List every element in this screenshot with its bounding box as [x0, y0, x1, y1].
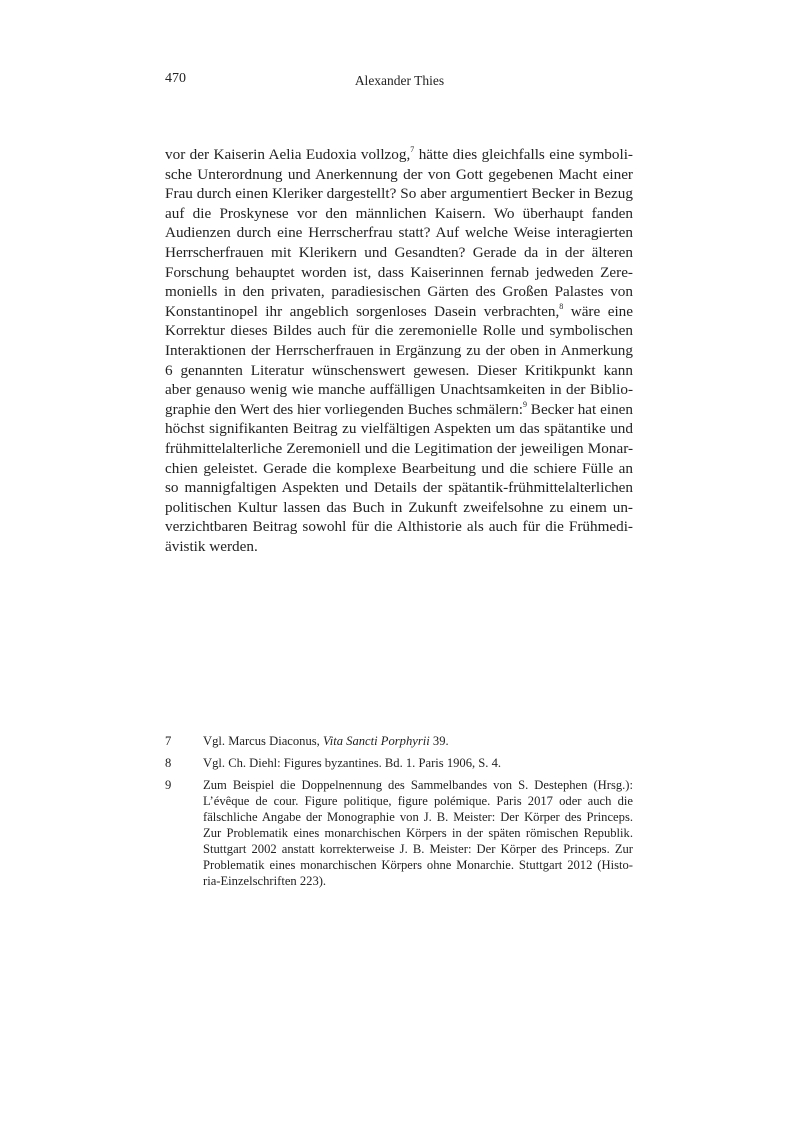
line-text: höchst signifikanten Beitrag zu vielfältigen Aspekten um das spätantike und	[165, 420, 633, 438]
text-line	[165, 419, 633, 439]
line-text: Interaktionen der Herrscherfrauen in Ergänzung zu der oben in Anmerkung	[165, 341, 633, 359]
text-line	[165, 341, 633, 361]
running-head: Alexander Thies	[354, 73, 445, 88]
text-line	[165, 459, 633, 479]
text-line	[165, 223, 633, 243]
footnote	[165, 777, 633, 889]
text-line	[165, 204, 633, 224]
text-line	[203, 809, 633, 825]
footnote	[165, 733, 633, 749]
text-line	[165, 439, 633, 459]
text-line	[203, 857, 633, 873]
line-text: graphie den Wert des hier vorliegenden Buches schmälern:	[165, 400, 523, 418]
line-text: 39.	[429, 734, 449, 748]
line-text: Forschung behauptet worden ist, dass Kaiserinnen fernab jedweden Zere-	[165, 263, 633, 281]
text-line	[165, 321, 633, 341]
line-text: Vgl. Marcus Diaconus,	[203, 734, 323, 748]
line-text: sche Unterordnung und Anerkennung der von Gott gegebenen Macht einer	[165, 165, 633, 183]
line-text: Vgl. Ch. Diehl: Figures byzantines. Bd. 1. Paris 1906, S. 4.	[203, 756, 502, 770]
line-text: Konstantinopel ihr angeblich sorgenloses Dasein verbrachten,	[165, 302, 560, 320]
body-text	[165, 145, 633, 556]
text-line	[203, 873, 633, 889]
line-text: Audienzen durch eine Herrscherfrau statt? Auf welche Weise interagierten	[165, 224, 633, 242]
footnote-ref: 7	[410, 145, 415, 154]
line-text: L’évêque de cour. Figure politique, figure polémique. Paris 2017 oder auch die	[203, 794, 633, 808]
line-text: vor der Kaiserin Aelia Eudoxia vollzog,	[165, 146, 411, 163]
line-text: hätte dies gleichfalls eine symboli-	[414, 146, 633, 163]
footnote-text	[203, 777, 633, 889]
footnote	[165, 755, 633, 771]
line-text: frühmittelalterliche Zeremoniell und die Legitimation der jeweiligen Monar-	[165, 439, 633, 457]
line-text: politischen Kultur lassen das Buch in Zukunft zweifelsohne zu einem un-	[165, 498, 633, 516]
line-text: Korrektur dieses Bildes auch für die zeremonielle Rolle und symbolischen	[165, 322, 633, 340]
text-line	[203, 841, 633, 857]
footnote-number: 7	[165, 734, 172, 748]
page-number: 470	[165, 71, 186, 86]
text-line	[203, 755, 633, 771]
text-line	[165, 478, 633, 498]
footnote-number: 8	[165, 756, 172, 770]
text-line	[165, 380, 633, 400]
italic-title: Vita Sancti Porphyrii	[322, 734, 430, 748]
text-line	[203, 793, 633, 809]
text-line	[165, 537, 633, 557]
text-line	[203, 825, 633, 841]
footnote-ref: 9	[522, 399, 527, 409]
footnotes	[165, 733, 633, 895]
text-line	[165, 400, 633, 420]
text-line	[165, 498, 633, 518]
text-line	[165, 302, 633, 322]
line-text: Problematik eines monarchischen Körpers ohne Monarchie. Stuttgart 2012 (Histo-	[203, 858, 633, 872]
text-line	[165, 184, 633, 204]
line-text: fälschliche Angabe der Monographie von J. B. Meister: Der Körper des Princeps.	[203, 810, 633, 824]
line-text: moniells in den privaten, paradiesischen Gärten des Großen Palastes von	[165, 283, 633, 301]
line-text: so mannigfaltigen Aspekten und Details der spätantik-frühmittelalterlichen	[165, 479, 633, 497]
line-text: chien geleistet. Gerade die komplexe Bearbeitung und die schiere Fülle an	[165, 459, 633, 477]
line-text: 6 genannten Literatur wünschenswert gewesen. Dieser Kritikpunkt kann	[165, 361, 633, 379]
text-line	[165, 145, 633, 165]
text-line	[203, 777, 633, 793]
text-line	[165, 361, 633, 381]
footnote-ref: 8	[559, 301, 564, 311]
footnote-number: 9	[165, 778, 172, 792]
line-text: verzichtbaren Beitrag sowohl für die Althistorie als auch für die Frühmedi-	[165, 518, 633, 536]
line-text: aber genauso wenig wie manche auffälligen Unachtsamkeiten in der Biblio-	[165, 381, 633, 399]
line-text: Herrscherfrauen mit Klerikern und Gesandten? Gerade da in der älteren	[165, 243, 633, 261]
line-text: wäre eine	[563, 302, 633, 320]
footnote-text	[203, 755, 633, 771]
line-text: Zur Problematik eines monarchischen Körpers in der späten römischen Republik.	[203, 826, 633, 840]
text-line	[165, 165, 633, 185]
line-text: Frau durch einen Kleriker dargestellt? So aber argumentiert Becker in Bezug	[165, 185, 633, 203]
text-line	[203, 733, 633, 749]
line-text: Zum Beispiel die Doppelnennung des Sammelbandes von S. Destephen (Hrsg.):	[203, 778, 633, 792]
line-text: ria-Einzelschriften 223).	[203, 874, 327, 888]
text-line	[165, 282, 633, 302]
line-text: Becker hat einen	[526, 400, 634, 418]
text-line	[165, 263, 633, 283]
line-text: ävistik werden.	[165, 537, 258, 555]
footnote-text	[203, 733, 633, 749]
text-line	[165, 243, 633, 263]
line-text: auf die Proskynese vor den männlichen Kaisern. Wo überhaupt fanden	[165, 204, 633, 222]
text-line	[165, 517, 633, 537]
line-text: Stuttgart 2002 anstatt korrekterweise J. B. Meister: Der Körper des Princeps. Zur	[203, 842, 633, 856]
